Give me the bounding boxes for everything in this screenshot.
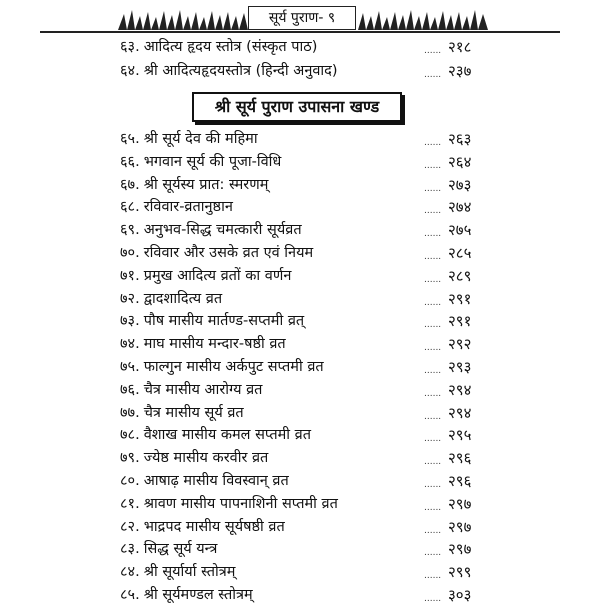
entry-number: ६३. [120,39,140,55]
entry-page-number: ३०३ [448,586,472,604]
entry-page-number: २६४ [448,152,472,171]
entry-title: प्रमुख आदित्य व्रतों का वर्णन [143,267,292,284]
toc-entry [0,128,600,150]
entry-title: श्री आदित्यहृदयस्तोत्र (हिन्दी अनुवाद) [143,63,338,79]
leader-dots: ...... [424,70,442,80]
toc-entry [0,424,600,446]
leader-dots: ...... [424,160,442,171]
leader-dots: ...... [424,571,442,582]
entry-title: रविवार-व्रतानुष्ठान [143,199,233,216]
entry-title: श्री सूर्यार्या स्तोत्रम् [143,564,236,581]
toc-entry [0,242,600,264]
entry-number: ७४. [120,336,140,353]
leader-dots: ...... [424,320,442,331]
entry-page-number: २७४ [448,198,472,217]
toc-entry [0,310,600,332]
entry-page-number: २९४ [448,380,472,399]
toc-entry [0,356,600,378]
entry-number: ७२. [120,290,140,307]
entry-page-number: २७५ [448,221,472,240]
entry-number: ६५. [120,131,140,147]
leader-dots: ...... [424,411,442,422]
leader-dots: ...... [424,457,442,468]
entry-number: ७५. [120,359,140,375]
running-header-title: सूर्य पुराण- ९ [248,6,356,30]
leader-dots: ...... [424,502,442,513]
entry-title: अनुभव-सिद्ध चमत्कारी सूर्यव्रत [143,222,302,239]
entry-title: आदित्य हृदय स्तोत्र (संस्कृत पाठ) [143,39,318,55]
entry-page-number: २९९ [448,563,472,582]
entry-number: ६८. [120,199,140,216]
entry-number: ६९. [120,222,140,239]
entry-title: रविवार और उसके व्रत एवं नियम [143,245,314,261]
entry-number: ८३. [120,541,140,558]
entry-number: ८५. [120,587,140,603]
toc-entry [0,470,600,492]
leader-dots: ...... [424,548,442,559]
entry-page-number: २३७ [448,62,472,80]
entry-number: ७६. [120,381,140,398]
entry-title: सिद्ध सूर्य यन्त्र [143,541,218,558]
entry-title: श्री सूर्यमण्डल स्तोत्रम् [143,587,253,603]
leader-dots: ...... [424,297,442,308]
leader-dots: ...... [424,183,442,194]
leader-dots: ...... [424,46,442,56]
header-rule [40,31,560,33]
toc-entry [0,36,600,58]
entry-title: आषाढ़ मासीय विवस्वान् व्रत [143,473,289,489]
entry-page-number: २९२ [448,335,472,354]
leader-dots: ...... [424,206,442,217]
entry-title: वैशाख मासीय कमल सप्तमी व्रत [143,427,311,444]
toc-entry [0,60,600,82]
entry-number: ७७. [120,404,140,421]
entry-title: भाद्रपद मासीय सूर्यषष्ठी व्रत [143,518,285,535]
toc-entry [0,219,600,241]
entry-title: भगवान सूर्य की पूजा-विधि [143,153,282,170]
page-header [0,0,600,34]
entry-number: ६६. [120,153,140,170]
entry-page-number: २९३ [448,358,472,376]
entry-number: ६७. [120,176,140,193]
leader-dots: ...... [424,252,442,262]
entry-title: फाल्गुन मासीय अर्कपुट सप्तमी व्रत [143,359,324,375]
entry-page-number: २९७ [448,540,472,559]
toc-entry [0,584,600,606]
toc-entry [0,151,600,173]
leader-dots: ...... [424,343,442,354]
entry-number: ८०. [120,473,140,489]
toc-entry [0,196,600,218]
grass-ornament-right [358,8,488,30]
leader-dots: ...... [424,525,442,536]
toc-entry [0,561,600,583]
entry-number: ८४. [120,564,140,581]
leader-dots: ...... [424,388,442,399]
section-heading: श्री सूर्य पुराण उपासना खण्ड [192,92,402,122]
leader-dots: ...... [424,366,442,376]
leader-dots: ...... [424,594,442,604]
entry-number: ७८. [120,427,140,444]
entry-title: श्रावण मासीय पापनाशिनी सप्तमी व्रत [143,495,338,512]
entry-page-number: २९४ [448,403,472,422]
entry-page-number: २९७ [448,517,472,536]
toc-entry [0,288,600,310]
leader-dots: ...... [424,274,442,285]
entry-page-number: २९६ [448,472,472,490]
entry-title: चैत्र मासीय आरोग्य व्रत [143,381,263,398]
entry-title: पौष मासीय मार्तण्ड-सप्तमी व्रत् [143,313,305,330]
grass-ornament-left [118,8,248,30]
entry-page-number: २९१ [448,289,472,308]
entry-number: ८१. [120,495,140,512]
entry-number: ६४. [120,63,140,79]
entry-page-number: २९६ [448,449,472,468]
entry-page-number: २९७ [448,494,472,513]
toc-entry [0,493,600,515]
entry-title: माघ मासीय मन्दार-षष्ठी व्रत [143,336,286,353]
leader-dots: ...... [424,480,442,490]
toc-entry [0,265,600,287]
entry-title: श्री सूर्यस्य प्रात: स्मरणम् [143,176,269,193]
toc-entry [0,174,600,196]
entry-page-number: २७३ [448,175,472,194]
entry-number: ७०. [120,245,140,261]
entry-page-number: २८९ [448,266,472,285]
leader-dots: ...... [424,229,442,240]
entry-page-number: २९५ [448,426,472,445]
entry-page-number: २८५ [448,244,472,262]
toc-entry [0,402,600,424]
toc-entry [0,447,600,469]
entry-title: चैत्र मासीय सूर्य व्रत [143,404,244,421]
entry-number: ७१. [120,267,140,284]
toc-entry [0,333,600,355]
entry-number: ७९. [120,450,140,467]
entry-title: द्वादशादित्य व्रत [143,290,223,307]
entry-title: श्री सूर्य देव की महिमा [143,131,258,147]
entry-page-number: २९१ [448,312,472,331]
leader-dots: ...... [424,138,442,148]
entry-number: ७३. [120,313,140,330]
toc-entry [0,516,600,538]
toc-entry [0,379,600,401]
entry-page-number: २१८ [448,38,472,56]
entry-number: ८२. [120,518,140,535]
toc-entry [0,538,600,560]
entry-page-number: २६३ [448,130,472,148]
entry-title: ज्येष्ठ मासीय करवीर व्रत [143,450,269,467]
leader-dots: ...... [424,434,442,445]
